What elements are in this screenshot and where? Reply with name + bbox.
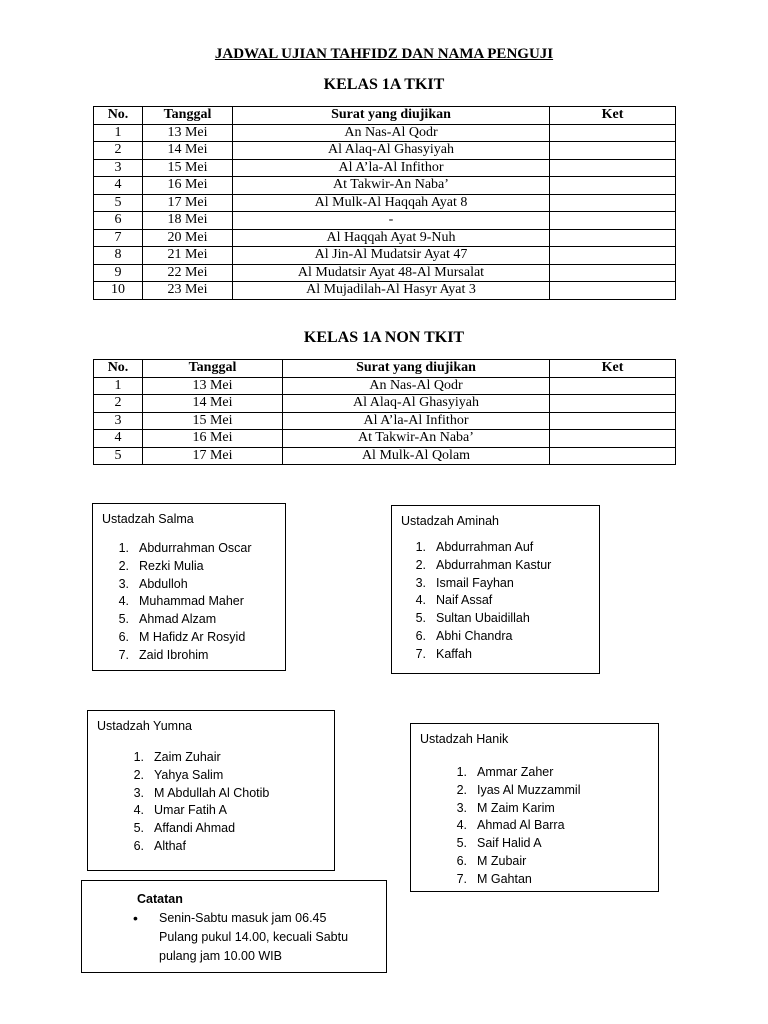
table-row	[94, 142, 676, 160]
list-number: 6.	[456, 853, 467, 868]
list-number: 4.	[415, 593, 426, 608]
table-row	[94, 447, 676, 465]
cell-tanggal: 18 Mei	[143, 212, 233, 230]
notes-title: Catatan	[137, 892, 183, 906]
cell-surat: Al Alaq-Al Ghasyiyah	[233, 142, 550, 160]
schedule-table-class-b	[93, 359, 676, 465]
cell-tanggal: 13 Mei	[143, 377, 283, 395]
header-surat: Surat yang diujikan	[283, 360, 550, 378]
list-item	[107, 611, 252, 629]
student-name: Rezki Mulia	[139, 558, 204, 573]
student-name: Iyas Al Muzzammil	[477, 782, 581, 797]
list-item	[445, 782, 581, 800]
cell-ket	[550, 212, 676, 230]
schedule-table-class-a	[93, 106, 676, 300]
student-name: Umar Fatih A	[154, 803, 227, 818]
bullet-icon: •	[133, 910, 138, 926]
examiner-name: Ustadzah Yumna	[97, 719, 192, 733]
student-name: Yahya Salim	[154, 767, 224, 782]
list-number: 2.	[118, 558, 129, 573]
examiner-box-aminah	[391, 505, 600, 674]
list-item	[107, 647, 252, 665]
list-number: 2.	[133, 767, 144, 782]
cell-ket	[550, 124, 676, 142]
list-number: 3.	[456, 800, 467, 815]
table-row	[94, 264, 676, 282]
list-item	[107, 540, 252, 558]
student-name: Affandi Ahmad	[154, 821, 236, 836]
cell-ket	[550, 282, 676, 300]
list-item	[404, 557, 551, 575]
cell-no: 2	[94, 395, 143, 413]
student-name: Althaf	[154, 838, 186, 853]
cell-ket	[550, 412, 676, 430]
cell-ket	[550, 142, 676, 160]
cell-tanggal: 16 Mei	[143, 177, 233, 195]
student-name: Sultan Ubaidillah	[436, 611, 530, 626]
list-item	[122, 767, 269, 785]
list-item	[107, 576, 252, 594]
list-number: 5.	[456, 836, 467, 851]
table-row	[94, 430, 676, 448]
cell-no: 2	[94, 142, 143, 160]
list-number: 6.	[133, 838, 144, 853]
student-list	[445, 764, 581, 889]
list-item	[445, 853, 581, 871]
cell-surat: Al Mulk-Al Qolam	[283, 447, 550, 465]
student-name: Muhammad Maher	[139, 594, 244, 609]
table-row	[94, 412, 676, 430]
cell-no: 9	[94, 264, 143, 282]
notes-text	[159, 909, 348, 966]
list-item	[122, 820, 269, 838]
list-number: 4.	[456, 818, 467, 833]
cell-tanggal: 21 Mei	[143, 247, 233, 265]
examiner-name: Ustadzah Salma	[102, 512, 194, 526]
page-title: JADWAL UJIAN TAHFIDZ DAN NAMA PENGUJI	[214, 46, 554, 62]
cell-no: 3	[94, 412, 143, 430]
class-b-title: KELAS 1A NON TKIT	[303, 329, 465, 346]
cell-no: 4	[94, 177, 143, 195]
list-number: 6.	[118, 629, 129, 644]
table-row	[94, 124, 676, 142]
student-name: Abdurrahman Oscar	[139, 541, 252, 555]
cell-tanggal: 15 Mei	[143, 159, 233, 177]
list-number: 5.	[133, 821, 144, 836]
header-no: No.	[94, 360, 143, 378]
cell-surat: Al A’la-Al Infithor	[233, 159, 550, 177]
list-item	[122, 802, 269, 820]
header-ket: Ket	[550, 360, 676, 378]
table-row	[94, 395, 676, 413]
cell-tanggal: 17 Mei	[143, 194, 233, 212]
list-number: 7.	[118, 647, 129, 662]
table-row	[94, 377, 676, 395]
list-number: 6.	[415, 628, 426, 643]
student-name: Abhi Chandra	[436, 628, 513, 643]
cell-ket	[550, 395, 676, 413]
list-item	[445, 835, 581, 853]
cell-no: 4	[94, 430, 143, 448]
notes-box	[81, 880, 387, 973]
student-name: Ahmad Alzam	[139, 612, 217, 627]
list-item	[445, 817, 581, 835]
student-name: Zaid Ibrohim	[139, 647, 209, 662]
table-row	[94, 229, 676, 247]
cell-no: 1	[94, 377, 143, 395]
list-number: 7.	[415, 646, 426, 661]
list-item	[122, 785, 269, 803]
list-number: 1.	[133, 750, 144, 764]
list-item	[404, 610, 551, 628]
cell-ket	[550, 229, 676, 247]
list-item	[107, 629, 252, 647]
cell-no: 8	[94, 247, 143, 265]
student-name: M Zaim Karim	[477, 800, 555, 815]
cell-surat: An Nas-Al Qodr	[233, 124, 550, 142]
list-number: 1.	[415, 540, 426, 554]
list-item	[404, 539, 551, 557]
table-row	[94, 212, 676, 230]
cell-surat: Al Mulk-Al Haqqah Ayat 8	[233, 194, 550, 212]
student-name: Zaim Zuhair	[154, 750, 221, 764]
examiner-box-hanik	[410, 723, 659, 892]
notes-line: Senin-Sabtu masuk jam 06.45	[159, 911, 327, 925]
cell-ket	[550, 264, 676, 282]
cell-no: 1	[94, 124, 143, 142]
list-number: 1.	[118, 541, 129, 555]
cell-tanggal: 22 Mei	[143, 264, 233, 282]
header-ket: Ket	[550, 107, 676, 125]
cell-ket	[550, 377, 676, 395]
list-number: 4.	[133, 803, 144, 818]
examiner-name: Ustadzah Hanik	[420, 732, 509, 746]
table-header-row	[94, 360, 676, 378]
list-item	[445, 800, 581, 818]
cell-ket	[550, 247, 676, 265]
list-number: 2.	[415, 557, 426, 572]
cell-tanggal: 17 Mei	[143, 447, 283, 465]
list-number: 3.	[118, 576, 129, 591]
list-item	[445, 871, 581, 889]
cell-no: 7	[94, 229, 143, 247]
list-item	[404, 646, 551, 664]
header-no: No.	[94, 107, 143, 125]
list-number: 1.	[456, 765, 467, 779]
cell-no: 3	[94, 159, 143, 177]
cell-tanggal: 20 Mei	[143, 229, 233, 247]
list-number: 7.	[456, 871, 467, 886]
class-a-title: KELAS 1A TKIT	[323, 76, 445, 93]
cell-tanggal: 14 Mei	[143, 395, 283, 413]
student-name: Abdulloh	[139, 576, 188, 591]
list-number: 3.	[133, 785, 144, 800]
cell-tanggal: 23 Mei	[143, 282, 233, 300]
cell-surat: At Takwir-An Naba’	[233, 177, 550, 195]
cell-tanggal: 13 Mei	[143, 124, 233, 142]
student-name: Ahmad Al Barra	[477, 818, 565, 833]
table-row	[94, 282, 676, 300]
list-item	[404, 575, 551, 593]
cell-surat: Al Alaq-Al Ghasyiyah	[283, 395, 550, 413]
cell-ket	[550, 177, 676, 195]
student-name: Naif Assaf	[436, 593, 493, 608]
table-row	[94, 177, 676, 195]
list-number: 2.	[456, 782, 467, 797]
notes-line: Pulang pukul 14.00, kecuali Sabtu	[159, 930, 349, 944]
cell-surat: Al A’la-Al Infithor	[283, 412, 550, 430]
table-header-row	[94, 107, 676, 125]
cell-no: 5	[94, 194, 143, 212]
cell-no: 6	[94, 212, 143, 230]
cell-tanggal: 15 Mei	[143, 412, 283, 430]
cell-surat: Al Mudatsir Ayat 48-Al Mursalat	[233, 264, 550, 282]
list-number: 3.	[415, 575, 426, 590]
student-name: Kaffah	[436, 646, 472, 661]
student-list	[107, 540, 252, 665]
student-name: M Abdullah Al Chotib	[154, 785, 270, 800]
cell-tanggal: 14 Mei	[143, 142, 233, 160]
cell-ket	[550, 430, 676, 448]
student-name: Ismail Fayhan	[436, 575, 514, 590]
list-item	[107, 593, 252, 611]
cell-no: 10	[94, 282, 143, 300]
student-list	[122, 749, 269, 856]
examiner-name: Ustadzah Aminah	[401, 514, 499, 528]
cell-surat: An Nas-Al Qodr	[283, 377, 550, 395]
list-item	[122, 749, 269, 767]
student-name: M Hafidz Ar Rosyid	[139, 629, 246, 644]
header-surat: Surat yang diujikan	[233, 107, 550, 125]
list-number: 5.	[118, 612, 129, 627]
student-name: M Zubair	[477, 853, 527, 868]
list-number: 5.	[415, 611, 426, 626]
student-name: Saif Halid A	[477, 836, 542, 851]
student-name: Ammar Zaher	[477, 765, 554, 779]
list-item	[445, 764, 581, 782]
examiner-box-yumna	[87, 710, 335, 871]
student-name: M Gahtan	[477, 871, 532, 886]
cell-ket	[550, 447, 676, 465]
cell-surat: At Takwir-An Naba’	[283, 430, 550, 448]
header-tanggal: Tanggal	[143, 360, 283, 378]
header-tanggal: Tanggal	[143, 107, 233, 125]
cell-surat: -	[233, 212, 550, 230]
examiner-box-salma	[92, 503, 286, 671]
student-list	[404, 539, 551, 664]
notes-line: pulang jam 10.00 WIB	[159, 949, 282, 963]
student-name: Abdurrahman Auf	[436, 540, 534, 554]
list-item	[107, 558, 252, 576]
student-name: Abdurrahman Kastur	[436, 557, 552, 572]
list-item	[404, 628, 551, 646]
cell-no: 5	[94, 447, 143, 465]
table-row	[94, 194, 676, 212]
cell-ket	[550, 159, 676, 177]
table-row	[94, 247, 676, 265]
cell-tanggal: 16 Mei	[143, 430, 283, 448]
list-item	[404, 592, 551, 610]
cell-surat: Al Haqqah Ayat 9-Nuh	[233, 229, 550, 247]
cell-surat: Al Jin-Al Mudatsir Ayat 47	[233, 247, 550, 265]
cell-surat: Al Mujadilah-Al Hasyr Ayat 3	[233, 282, 550, 300]
cell-ket	[550, 194, 676, 212]
list-item	[122, 838, 269, 856]
table-row	[94, 159, 676, 177]
list-number: 4.	[118, 594, 129, 609]
